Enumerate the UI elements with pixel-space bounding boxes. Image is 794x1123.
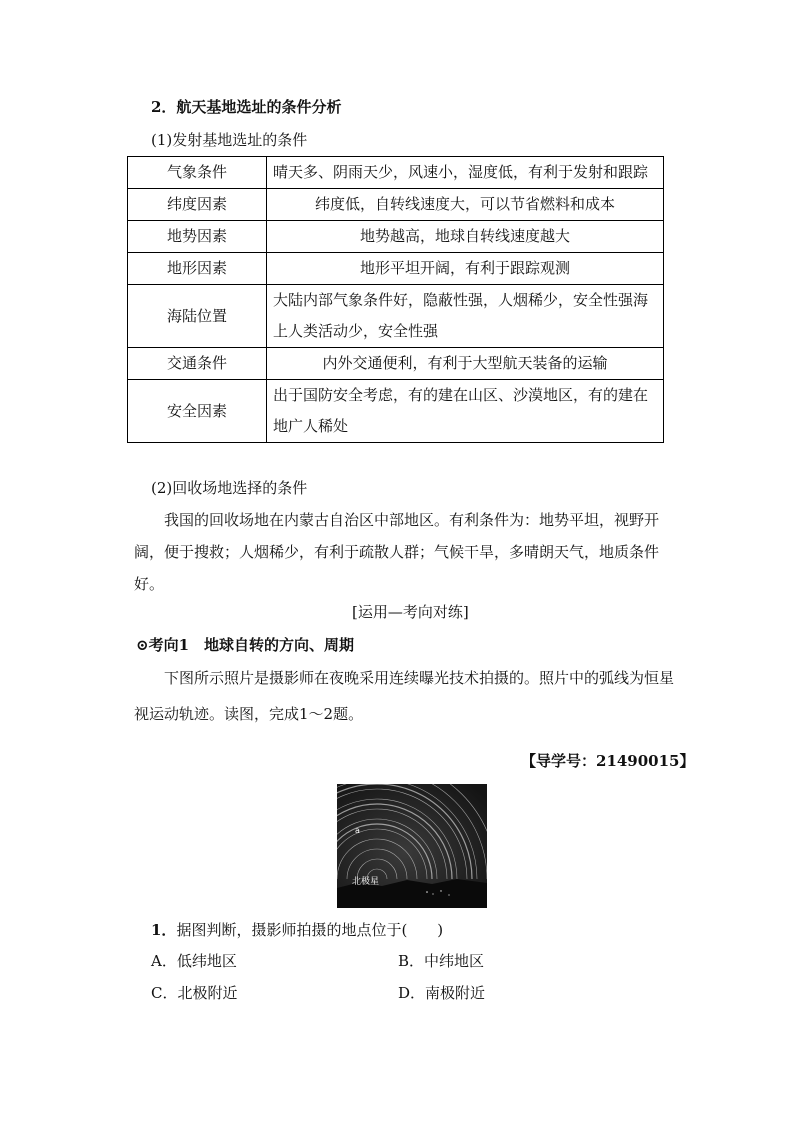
factor-cell: 海陆位置 [128,285,267,348]
option-b[interactable]: B．中纬地区 [398,952,485,970]
star-trail-image [337,784,487,908]
question-1 [151,919,443,940]
table-row [128,253,664,285]
description-cell: 地形平坦开阔，有利于跟踪观测 [267,253,664,285]
table-row [128,348,664,380]
description-cell: 地势越高，地球自转线速度越大 [267,221,664,253]
recovery-paragraph: 我国的回收场地在内蒙古自治区中部地区。有利条件为：地势平坦，视野开阔，便于搜救；人烟稀少，有利于疏散人群；气候干旱，多晴朗天气，地质条件好。 [134,511,660,593]
factor-cell: 交通条件 [128,348,267,380]
sub-heading-launch-site: (1)发射基地选址的条件 [151,131,308,149]
sub-heading-recovery-site: (2)回收场地选择的条件 [151,479,308,497]
practice-title: [运用—考向对练] [352,603,469,621]
description-cell: 内外交通便利，有利于大型航天装备的运输 [267,348,664,380]
intro-paragraph: 下图所示照片是摄影师在夜晚采用连续曝光技术拍摄的。照片中的弧线为恒星视运动轨迹。读图，完成1～2题。 [134,669,675,723]
factor-cell: 安全因素 [128,380,267,443]
point-a-label: a [355,826,360,835]
section-heading: 2．航天基地选址的条件分析 [151,98,342,116]
launch-site-conditions-table [127,156,664,443]
direction-label: ⊙考向1 地球自转的方向、周期 [136,636,355,654]
question-stem: 据图判断，摄影师拍摄的地点位于( ) [176,921,444,939]
description-cell: 大陆内部气象条件好，隐蔽性强，人烟稀少，安全性强海上人类活动少，安全性强 [267,285,664,348]
factor-cell: 地势因素 [128,221,267,253]
option-a[interactable]: A．低纬地区 [151,952,237,970]
factor-cell: 气象条件 [128,157,267,189]
table-row [128,157,664,189]
factor-cell: 纬度因素 [128,189,267,221]
option-c[interactable]: C．北极附近 [151,984,238,1002]
factor-cell: 地形因素 [128,253,267,285]
star-trail-photo [337,784,487,908]
table-row [128,285,664,348]
table-row [128,380,664,443]
table-row [128,221,664,253]
guide-number: 【导学号：21490015】 [521,752,695,770]
table-row [128,189,664,221]
description-cell: 出于国防安全考虑，有的建在山区、沙漠地区，有的建在地广人稀处 [267,380,664,443]
polaris-label: 北极星 [352,877,380,887]
option-d[interactable]: D．南极附近 [398,984,486,1002]
question-number: 1． [151,921,177,939]
description-cell: 晴天多、阴雨天少，风速小，湿度低，有利于发射和跟踪 [267,157,664,189]
description-cell: 纬度低，自转线速度大，可以节省燃料和成本 [267,189,664,221]
